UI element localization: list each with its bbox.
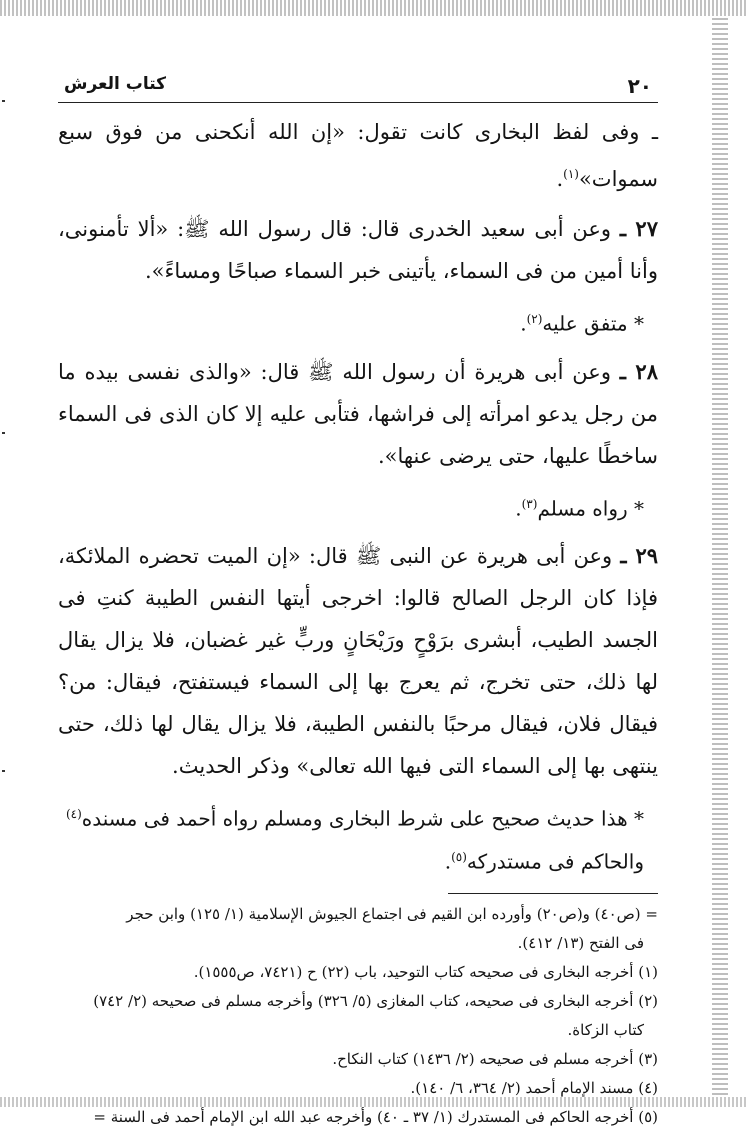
hadith-28 <box>58 351 658 477</box>
footnote-ref: (٥) <box>451 849 467 864</box>
grading-note: * هذا حديث صحيح على شرط البخارى ومسلم رواه أحمد فى مسنده$^{(٤)}$ والحاكم فى مستدركه$^{(٥)}$. <box>65 806 644 874</box>
running-title: كتاب العرش <box>64 74 167 94</box>
hadith-29 <box>58 535 658 787</box>
footnote-continuation: = (ص٤٠) و(ص٢٠) وأورده ابن القيم فى اجتماع الجيوش الإسلامية (١/ ١٢٥) وابن حجر <box>126 904 658 923</box>
scan-border-top <box>0 0 747 16</box>
hadith-number: ٢٨ ـ <box>619 358 658 384</box>
scan-edge-mark <box>2 770 5 772</box>
grading-note: * متفق عليه$^{(٢)}$. <box>520 311 644 336</box>
hadith-paragraph: ـ وفى لفظ البخارى كانت تقول: «إن الله أنكحنى من فوق سبع سموات»$^{(١)}$. <box>58 120 658 191</box>
hadith-number: ٢٩ ـ <box>620 543 658 569</box>
footnote-ref: (٢) <box>526 312 543 326</box>
page-header <box>58 66 658 103</box>
page-number: ٢٠ <box>627 74 652 98</box>
hadith-number: ٢٧ ـ <box>619 216 658 241</box>
paragraph-text: وعن أبى هريرة عن النبى ﷺ قال: «إن الميت تحضره الملائكة، فإذا كان الرجل الصالح قالوا: اخرجى أيتها النفس الطيبة كنتِ فى الجسد الطيب، أبشرى برَوْحٍ ورَيْحَانٍ وربٍّ غير غضبان، فلا يزال يقال لها ذلك، حتى تخرج، ثم يعرج بها إلى السماء فيستفتح، فيقال: من؟ فيقال فلان، فيقال مرحبًا بالنفس الطيبة، فلا يزال يقال لها ذلك، حتى ينتهى بها إلى السماء التى فيها الله تعالى» وذكر الحديث. <box>58 544 658 779</box>
scan-edge-mark <box>2 100 5 102</box>
footnote-4: (٤) مسند الإمام أحمد (٢/ ٣٦٤، ٦/ ١٤٠). <box>410 1078 658 1097</box>
hadith-27 <box>58 208 658 292</box>
book-page <box>58 66 658 1132</box>
main-text <box>58 111 658 881</box>
scan-border-right <box>712 18 728 1097</box>
footnote-ref: (٣) <box>521 496 538 511</box>
footnote-separator <box>448 893 658 894</box>
paragraph-text: ـ وفى لفظ البخارى كانت تقول: «إن الله أنكحنى من فوق سبع سموات» <box>58 120 658 191</box>
footnote-ref: (١) <box>563 167 579 181</box>
footnotes <box>58 900 658 1132</box>
footnote-5: (٥) أخرجه الحاكم فى المستدرك (١/ ٣٧ ـ ٤٠) وأخرجه عبد الله ابن الإمام أحمد فى السنة = <box>93 1107 658 1126</box>
scan-edge-mark <box>2 432 5 434</box>
paragraph-text: وعن أبى هريرة أن رسول الله ﷺ قال: «والذى نفسى بيده ما من رجل يدعو امرأته إلى فراشها، فتأبى عليه إلا كان الذى فى السماء ساخطًا عليها، حتى يرضى عنها». <box>58 359 658 468</box>
footnote-3: (٣) أخرجه مسلم فى صحيحه (٢/ ١٤٣٦) كتاب النكاح. <box>332 1049 658 1068</box>
footnote-ref: (٤) <box>65 807 82 822</box>
grading-note: * رواه مسلم$^{(٣)}$. <box>515 496 644 521</box>
footnote-1: (١) أخرجه البخارى فى صحيحه كتاب التوحيد، باب (٢٢) ح (٧٤٢١، ص١٥٥٥). <box>193 962 658 981</box>
footnote-2: (٢) أخرجه البخارى فى صحيحه، كتاب المغازى (٥/ ٣٢٦) وأخرجه مسلم فى صحيحه (٢/ ٧٤٢) <box>93 991 658 1010</box>
paragraph-text: وعن أبى سعيد الخدرى قال: قال رسول الله ﷺ: «ألا تأمنونى، وأنا أمين من فى السماء، يأتينى خبر السماء صباحًا ومساءً». <box>58 217 658 283</box>
footnote-continuation: فى الفتح (١٣/ ٤١٢). <box>517 933 644 952</box>
footnote-2-continuation: كتاب الزكاة. <box>567 1020 644 1039</box>
